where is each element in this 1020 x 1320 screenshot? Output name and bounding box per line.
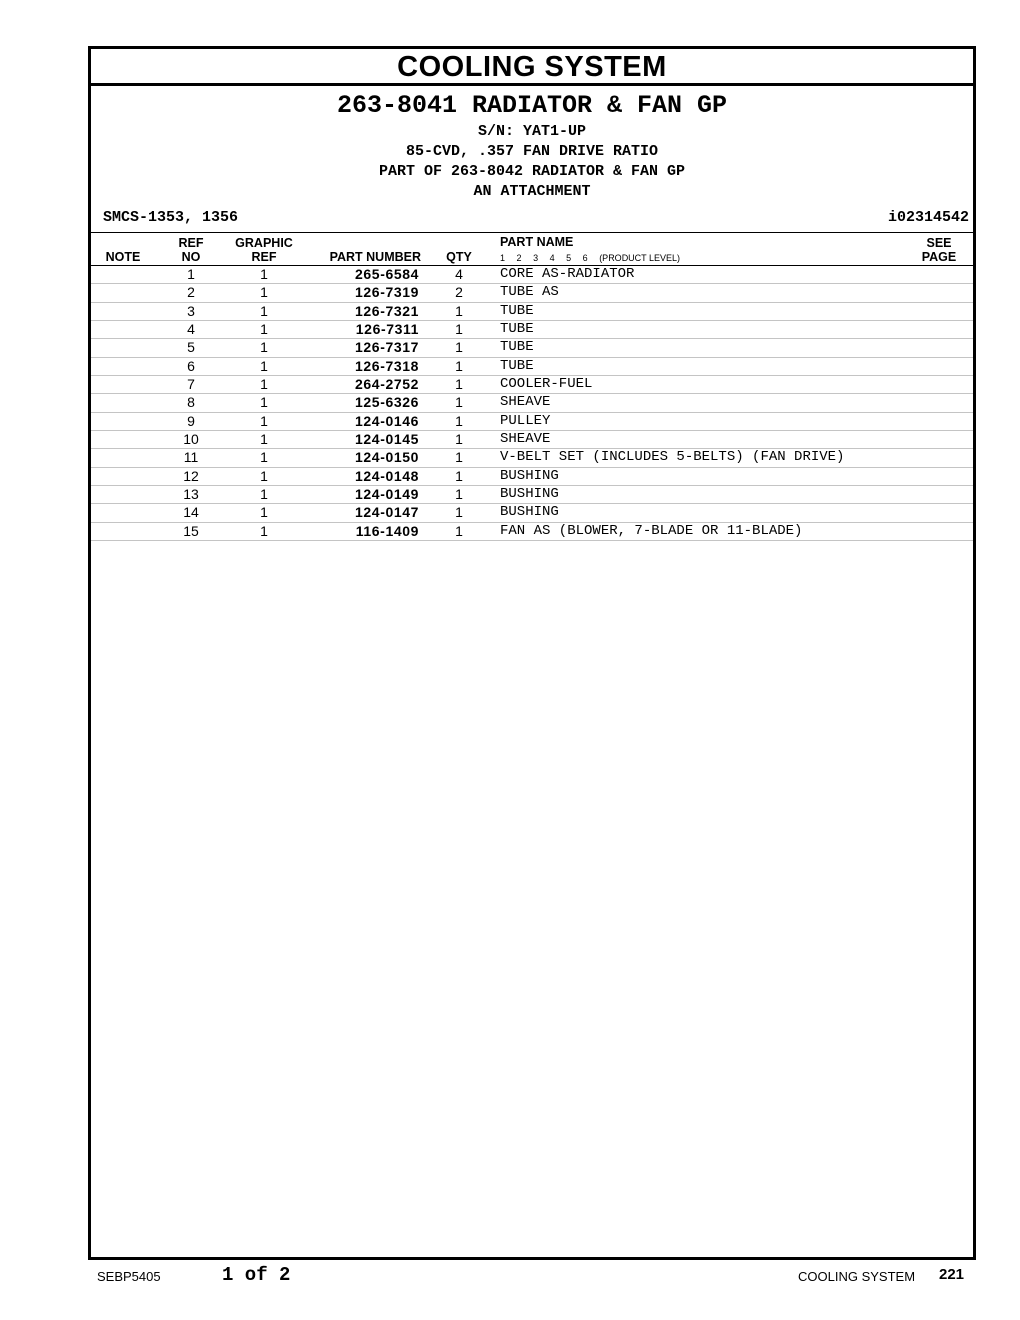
ref-no: 9 <box>187 412 195 429</box>
graphic-ref: 1 <box>260 522 268 539</box>
part-number: 126-7311 <box>355 321 419 338</box>
table-row <box>91 321 973 339</box>
table-row <box>91 394 973 412</box>
table-row <box>91 266 973 284</box>
header-see-page-line1: SEE <box>926 236 952 250</box>
part-name: SHEAVE <box>500 431 551 448</box>
part-name: BUSHING <box>500 467 559 484</box>
level-3: 3 <box>533 253 539 263</box>
part-number: 126-7319 <box>355 284 419 301</box>
ref-no: 12 <box>183 467 199 484</box>
graphic-ref: 1 <box>260 302 268 319</box>
footer-page-number: 221 <box>939 1266 965 1283</box>
level-4: 4 <box>549 253 555 263</box>
graphic-ref: 1 <box>260 357 268 374</box>
part-name: BUSHING <box>500 486 559 503</box>
ref-no: 4 <box>187 321 195 338</box>
part-name: BUSHING <box>500 504 559 521</box>
quantity: 1 <box>455 302 463 319</box>
quantity: 1 <box>455 376 463 393</box>
smcs-code: SMCS-1353, 1356 <box>103 209 239 226</box>
header-see-page-line2: PAGE <box>921 250 957 264</box>
level-2: 2 <box>516 253 522 263</box>
header-part-number: PART NUMBER <box>329 250 421 264</box>
table-row <box>91 376 973 394</box>
part-number: 124-0145 <box>355 431 419 448</box>
graphic-ref: 1 <box>260 339 268 356</box>
table-row <box>91 486 973 504</box>
section-title: COOLING SYSTEM <box>91 49 973 86</box>
level-6: 6 <box>582 253 588 263</box>
part-name: TUBE <box>500 321 534 338</box>
quantity: 1 <box>455 321 463 338</box>
graphic-ref: 1 <box>260 376 268 393</box>
header-qty: QTY <box>446 250 472 264</box>
part-number: 124-0150 <box>355 449 419 466</box>
header-graphic-ref-line2: REF <box>251 250 277 264</box>
level-5: 5 <box>566 253 572 263</box>
graphic-ref: 1 <box>260 431 268 448</box>
part-name: PULLEY <box>500 412 551 429</box>
quantity: 1 <box>455 357 463 374</box>
graphic-ref: 1 <box>260 467 268 484</box>
ref-no: 5 <box>187 339 195 356</box>
quantity: 1 <box>455 504 463 521</box>
page-frame <box>88 46 976 1260</box>
part-name: SHEAVE <box>500 394 551 411</box>
footer-section-name: COOLING SYSTEM <box>798 1269 916 1284</box>
group-title: 263-8041 RADIATOR & FAN GP <box>336 91 728 120</box>
ref-no: 1 <box>187 266 195 282</box>
graphic-ref: 1 <box>260 394 268 411</box>
part-number: 126-7317 <box>355 339 419 356</box>
product-level-scale <box>500 253 689 263</box>
part-name: TUBE <box>500 302 534 319</box>
table-row <box>91 449 973 467</box>
part-number: 265-6584 <box>355 266 419 282</box>
part-number: 125-6326 <box>355 394 419 411</box>
part-of-line: PART OF 263-8042 RADIATOR & FAN GP <box>378 163 686 180</box>
graphic-ref: 1 <box>260 321 268 338</box>
table-row <box>91 339 973 357</box>
quantity: 1 <box>455 431 463 448</box>
quantity: 4 <box>455 266 463 282</box>
serial-number-line: S/N: YAT1-UP <box>477 123 587 140</box>
graphic-ref: 1 <box>260 284 268 301</box>
level-1: 1 <box>500 253 506 263</box>
parts-table <box>91 266 973 541</box>
graphic-ref: 1 <box>260 412 268 429</box>
graphic-ref: 1 <box>260 449 268 466</box>
header-part-name: PART NAME <box>500 235 574 249</box>
header-note: NOTE <box>105 250 141 264</box>
ref-no: 15 <box>183 522 199 539</box>
graphic-ref: 1 <box>260 266 268 282</box>
part-number: 124-0147 <box>355 504 419 521</box>
part-number: 126-7318 <box>355 357 419 374</box>
header-ref-no-line2: NO <box>181 250 201 264</box>
part-name: TUBE <box>500 357 534 374</box>
quantity: 1 <box>455 449 463 466</box>
illustration-id: i02314542 <box>887 209 969 226</box>
part-name: CORE AS-RADIATOR <box>500 266 635 282</box>
ref-no: 7 <box>187 376 195 393</box>
quantity: 1 <box>455 486 463 503</box>
quantity: 1 <box>455 522 463 539</box>
ref-no: 10 <box>183 431 199 448</box>
part-number: 124-0149 <box>355 486 419 503</box>
graphic-ref: 1 <box>260 504 268 521</box>
quantity: 1 <box>455 467 463 484</box>
table-row <box>91 284 973 302</box>
ref-no: 13 <box>183 486 199 503</box>
part-name: FAN AS (BLOWER, 7-BLADE OR 11-BLADE) <box>500 522 803 539</box>
table-row <box>91 413 973 431</box>
header-ref-no-line1: REF <box>178 236 204 250</box>
ref-no: 14 <box>183 504 199 521</box>
drive-ratio-line: 85-CVD, .357 FAN DRIVE RATIO <box>405 143 659 160</box>
ref-no: 3 <box>187 302 195 319</box>
part-number: 116-1409 <box>355 522 419 539</box>
quantity: 2 <box>455 284 463 301</box>
quantity: 1 <box>455 339 463 356</box>
ref-no: 2 <box>187 284 195 301</box>
table-row <box>91 358 973 376</box>
footer-page-of: 1 of 2 <box>222 1264 291 1286</box>
part-number: 124-0146 <box>355 412 419 429</box>
table-row <box>91 504 973 522</box>
footer-document-number: SEBP5405 <box>97 1269 161 1284</box>
ref-no: 11 <box>183 449 199 466</box>
product-level-label: (PRODUCT LEVEL) <box>599 253 681 263</box>
part-number: 126-7321 <box>355 302 419 319</box>
part-number: 124-0148 <box>355 467 419 484</box>
quantity: 1 <box>455 412 463 429</box>
ref-no: 6 <box>187 357 195 374</box>
attachment-line: AN ATTACHMENT <box>473 183 591 200</box>
header-graphic-ref-line1: GRAPHIC <box>235 236 293 250</box>
part-number: 264-2752 <box>355 376 419 393</box>
ref-no: 8 <box>187 394 195 411</box>
quantity: 1 <box>455 394 463 411</box>
table-row <box>91 303 973 321</box>
table-row <box>91 431 973 449</box>
table-row <box>91 468 973 486</box>
header-top-rule <box>91 232 973 233</box>
part-name: V-BELT SET (INCLUDES 5-BELTS) (FAN DRIVE) <box>500 449 845 466</box>
graphic-ref: 1 <box>260 486 268 503</box>
part-name: TUBE <box>500 339 534 356</box>
table-row <box>91 523 973 541</box>
part-name: TUBE AS <box>500 284 559 301</box>
part-name: COOLER-FUEL <box>500 376 593 393</box>
